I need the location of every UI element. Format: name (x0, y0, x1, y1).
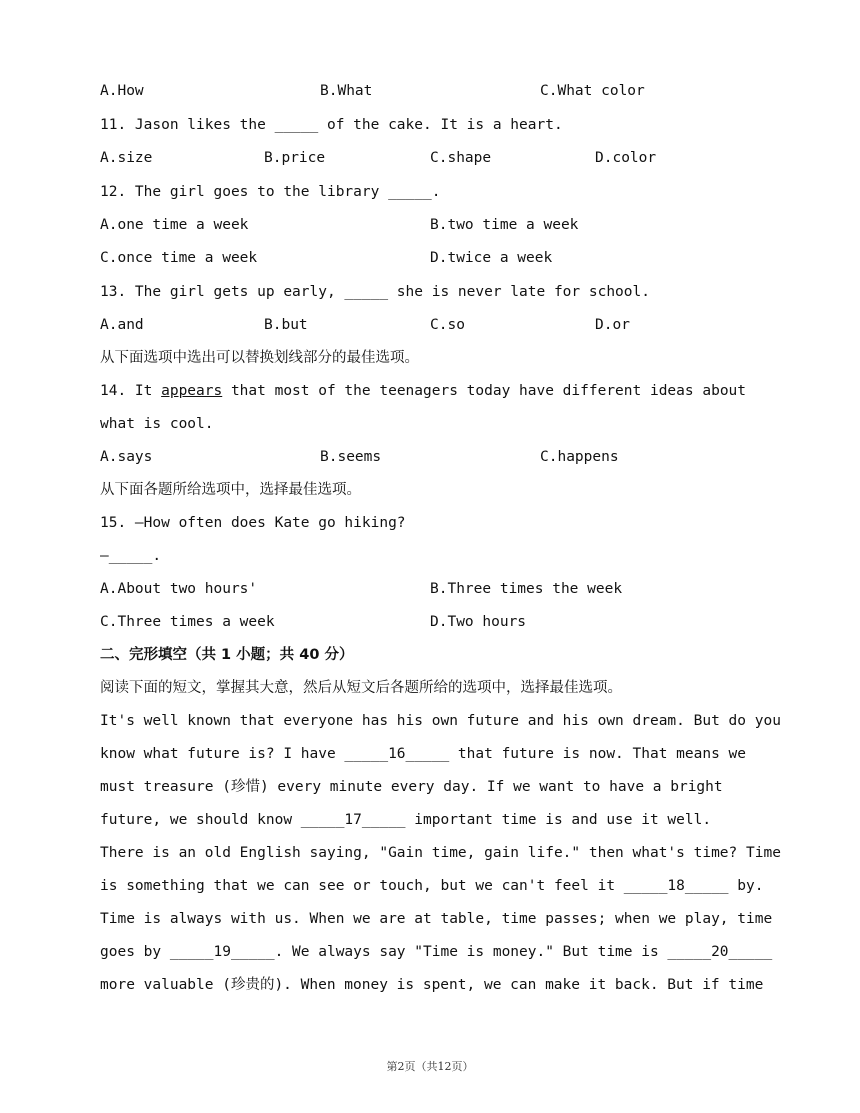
q15-option-b: B.Three times the week (430, 581, 623, 597)
q12-option-a: A.one time a week (100, 217, 249, 233)
passage-line: future, we should know _____17_____ important time is and use it well. (100, 812, 712, 828)
passage-line: is something that we can see or touch, but we can't feel it _____18_____ by. (100, 878, 764, 894)
q14-option-a: A.says (100, 449, 153, 465)
section2-instruction: 阅读下面的短文，掌握其大意，然后从短文后各题所给的选项中，选择最佳选项。 (100, 680, 622, 696)
q10-option-b: B.What (320, 83, 373, 99)
passage-line: There is an old English saying, "Gain time, gain life." then what's time? Time (100, 845, 781, 861)
q12-option-c: C.once time a week (100, 250, 258, 266)
passage-line: must treasure (珍惜) every minute every day. If we want to have a bright (100, 779, 723, 795)
q15-option-d: D.Two hours (430, 614, 527, 630)
passage-line: know what future is? I have _____16_____ that future is now. That means we (100, 746, 747, 762)
passage-line: Time is always with us. When we are at table, time passes; when we play, time (100, 911, 773, 927)
instruction-choose-best: 从下面各题所给选项中，选择最佳选项。 (100, 482, 361, 498)
q14-stem-line2: what is cool. (100, 416, 214, 432)
q14-option-c: C.happens (540, 449, 619, 465)
q11-option-b: B.price (264, 150, 326, 166)
passage-line: It's well known that everyone has his own future and his own dream. But do you (100, 713, 781, 729)
q14-stem-post: that most of the teenagers today have different ideas about (222, 383, 747, 399)
q13-option-a: A.and (100, 317, 144, 333)
q11-stem: 11. Jason likes the _____ of the cake. It is a heart. (100, 117, 563, 133)
q10-option-a: A.How (100, 83, 144, 99)
q13-stem: 13. The girl gets up early, _____ she is never late for school. (100, 284, 650, 300)
q15-option-a: A.About two hours' (100, 581, 258, 597)
instruction-replace-underlined: 从下面选项中选出可以替换划线部分的最佳选项。 (100, 350, 419, 366)
q13-option-b: B.but (264, 317, 308, 333)
q12-option-d: D.twice a week (430, 250, 553, 266)
q11-option-a: A.size (100, 150, 153, 166)
passage-line: more valuable (珍贵的). When money is spent, we can make it back. But if time (100, 977, 764, 993)
q14-stem-pre: 14. It (100, 383, 162, 399)
passage-line: goes by _____19_____. We always say "Time is money." But time is _____20_____ (100, 944, 773, 960)
q13-option-d: D.or (595, 317, 630, 333)
q14-option-b: B.seems (320, 449, 382, 465)
q12-stem: 12. The girl goes to the library _____. (100, 184, 441, 200)
q12-option-b: B.two time a week (430, 217, 579, 233)
q15-stem: 15. —How often does Kate go hiking? (100, 515, 406, 531)
q13-option-c: C.so (430, 317, 465, 333)
page-footer: 第2页（共12页） (386, 1060, 474, 1073)
q11-option-d: D.color (595, 150, 657, 166)
q14-stem (100, 381, 746, 401)
q10-option-c: C.What color (540, 83, 645, 99)
section2-heading: 二、完形填空（共 1 小题；共 40 分） (100, 647, 354, 663)
q15-answer-blank: —_____. (100, 548, 162, 564)
q11-option-c: C.shape (430, 150, 492, 166)
q14-underlined-word: appears (161, 383, 223, 399)
q15-option-c: C.Three times a week (100, 614, 275, 630)
